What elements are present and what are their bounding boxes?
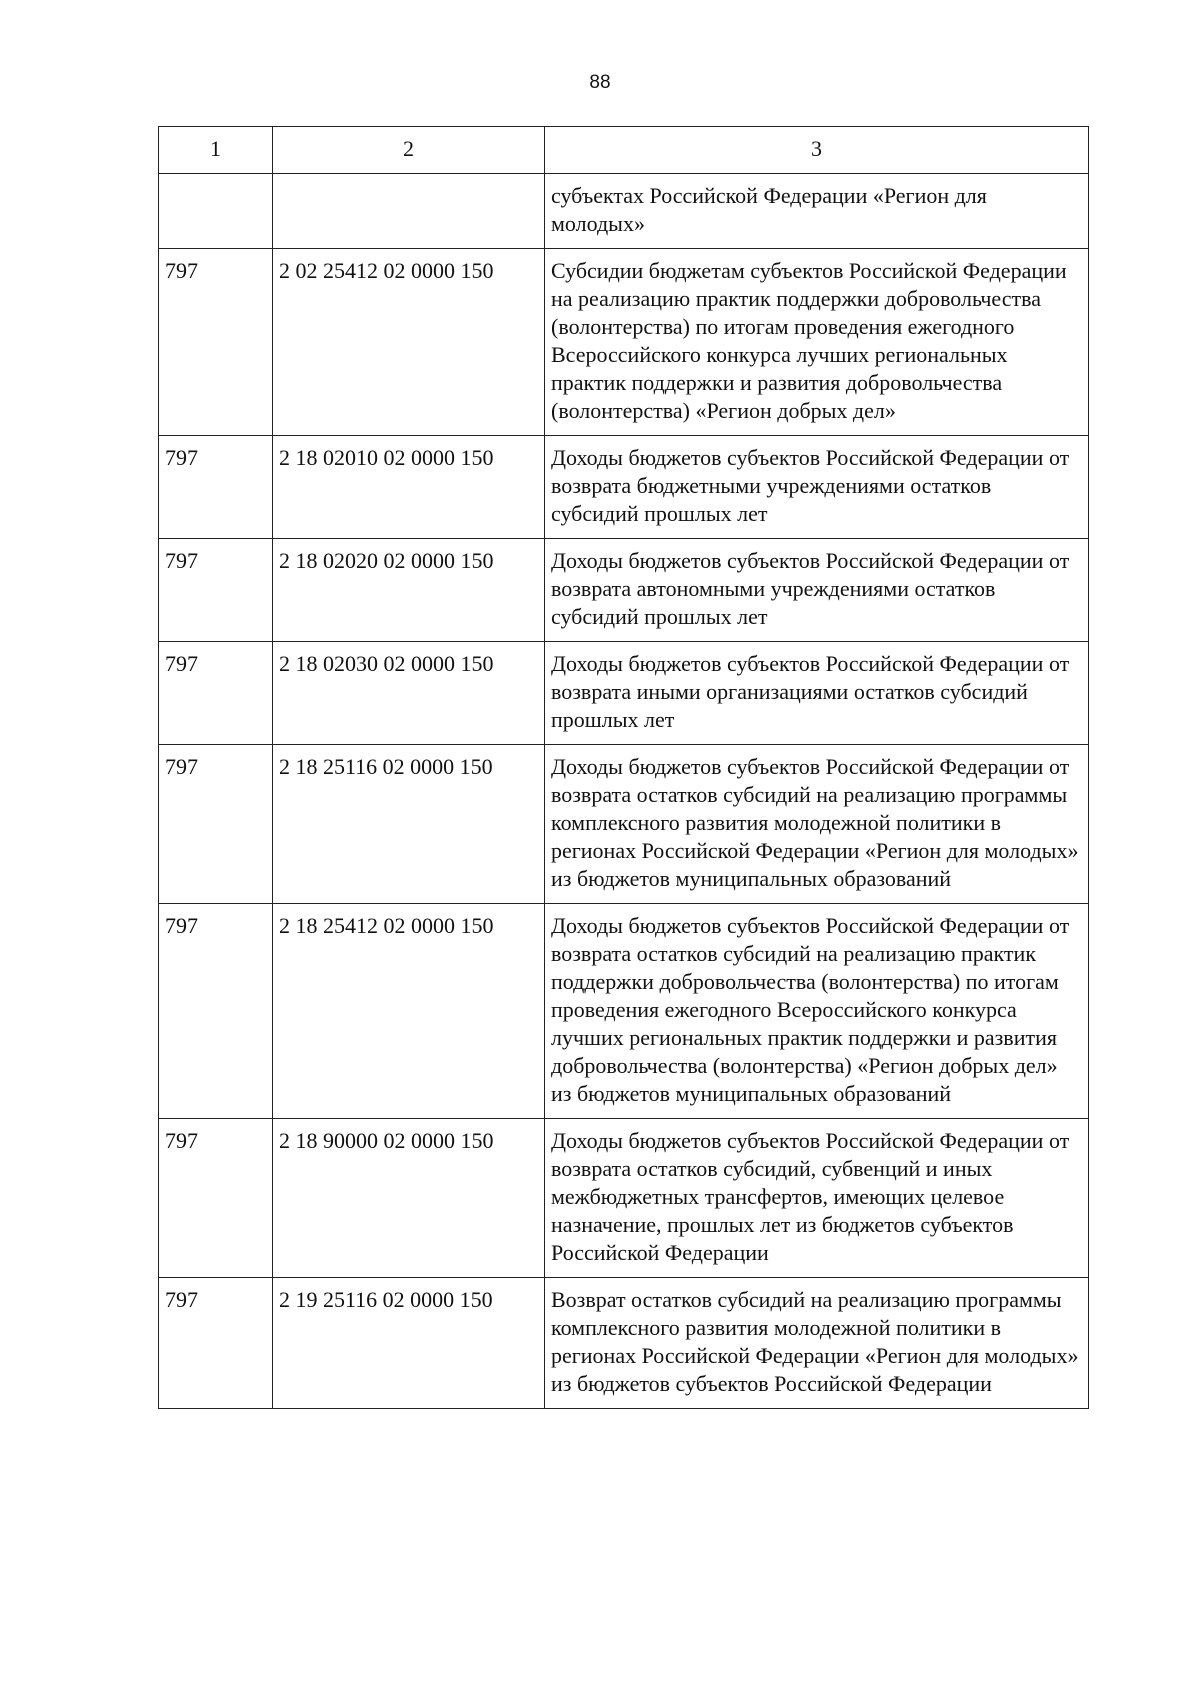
income-name-cell: субъектах Российской Федерации «Регион для молодых» (545, 174, 1089, 249)
admin-code-cell: 797 (159, 539, 273, 642)
budget-code-cell: 2 18 90000 02 0000 150 (273, 1119, 545, 1278)
income-name-cell: Доходы бюджетов субъектов Российской Федерации от возврата остатков субсидий на реализацию программы комплексного развития молодежной политики в регионах Российской Федерации «Регион для молодых» из бюджетов муниципальных образований (545, 745, 1089, 904)
budget-classification-table (158, 126, 1089, 1409)
income-name-cell: Доходы бюджетов субъектов Российской Федерации от возврата остатков субсидий, субвенций и иных межбюджетных трансфертов, имеющих целевое назначение, прошлых лет из бюджетов субъектов Российской Федерации (545, 1119, 1089, 1278)
admin-code-cell: 797 (159, 436, 273, 539)
budget-code-cell: 2 02 25412 02 0000 150 (273, 249, 545, 436)
header-col-3: 3 (545, 127, 1089, 174)
table-row (159, 642, 1089, 745)
budget-code-cell (273, 174, 545, 249)
table-row (159, 1278, 1089, 1409)
budget-code-cell: 2 18 25116 02 0000 150 (273, 745, 545, 904)
budget-code-cell: 2 18 02030 02 0000 150 (273, 642, 545, 745)
table-row (159, 436, 1089, 539)
table-header-row (159, 127, 1089, 174)
table-row (159, 174, 1089, 249)
income-name-cell: Доходы бюджетов субъектов Российской Федерации от возврата автономными учреждениями остатков субсидий прошлых лет (545, 539, 1089, 642)
budget-code-cell: 2 18 02020 02 0000 150 (273, 539, 545, 642)
header-col-1: 1 (159, 127, 273, 174)
income-name-cell: Доходы бюджетов субъектов Российской Федерации от возврата бюджетными учреждениями остатков субсидий прошлых лет (545, 436, 1089, 539)
budget-code-cell: 2 18 02010 02 0000 150 (273, 436, 545, 539)
header-col-2: 2 (273, 127, 545, 174)
budget-code-cell: 2 19 25116 02 0000 150 (273, 1278, 545, 1409)
income-name-cell: Доходы бюджетов субъектов Российской Федерации от возврата остатков субсидий на реализацию практик поддержки добровольчества (волонтерства) по итогам проведения ежегодного Всероссийского конкурса лучших региональных практик поддержки и развития добровольчества (волонтерства) «Регион добрых дел» из бюджетов муниципальных образований (545, 904, 1089, 1119)
admin-code-cell (159, 174, 273, 249)
table-row (159, 904, 1089, 1119)
income-name-cell: Субсидии бюджетам субъектов Российской Федерации на реализацию практик поддержки добровольчества (волонтерства) по итогам проведения ежегодного Всероссийского конкурса лучших региональных практик поддержки и развития добровольчества (волонтерства) «Регион добрых дел» (545, 249, 1089, 436)
income-name-cell: Возврат остатков субсидий на реализацию программы комплексного развития молодежной политики в регионах Российской Федерации «Регион для молодых» из бюджетов субъектов Российской Федерации (545, 1278, 1089, 1409)
table-row (159, 745, 1089, 904)
admin-code-cell: 797 (159, 249, 273, 436)
budget-code-cell: 2 18 25412 02 0000 150 (273, 904, 545, 1119)
table-row (159, 539, 1089, 642)
admin-code-cell: 797 (159, 745, 273, 904)
income-name-cell: Доходы бюджетов субъектов Российской Федерации от возврата иными организациями остатков субсидий прошлых лет (545, 642, 1089, 745)
table-row (159, 249, 1089, 436)
table-row (159, 1119, 1089, 1278)
admin-code-cell: 797 (159, 1119, 273, 1278)
page-number: 88 (589, 72, 611, 93)
admin-code-cell: 797 (159, 642, 273, 745)
admin-code-cell: 797 (159, 904, 273, 1119)
admin-code-cell: 797 (159, 1278, 273, 1409)
